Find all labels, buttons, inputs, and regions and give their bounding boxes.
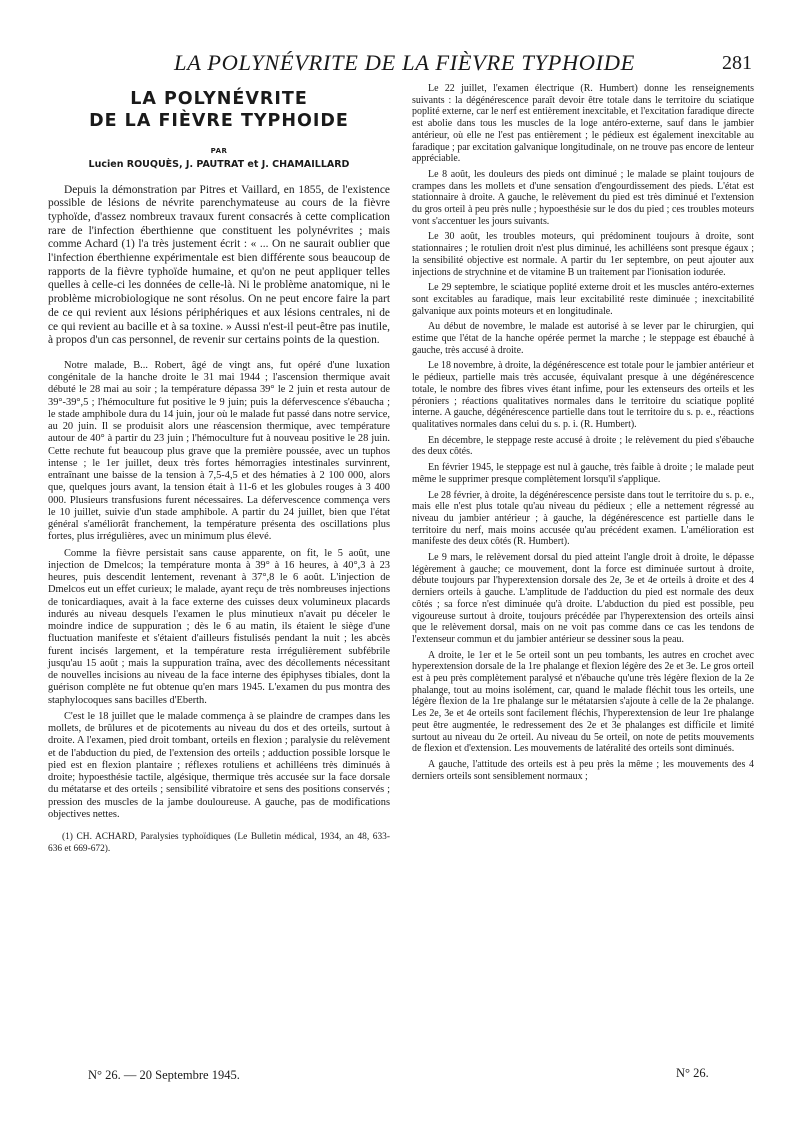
paragraph-fevrier: En février 1945, le steppage est nul à gauche, très faible à droite ; le malade peut même le supprimer presque complètement lorsqu'il s'applique. xyxy=(412,462,754,485)
article-title xyxy=(48,88,390,132)
authors: Lucien ROUQUÈS, J. PAUTRAT et J. CHAMAILLARD xyxy=(88,159,350,171)
running-title: LA POLYNÉVRITE DE LA FIÈVRE TYPHOIDE xyxy=(174,50,635,75)
paragraph-orteils-droite: A droite, le 1er et le 5e orteil sont un peu tombants, les autres en crochet avec hyperextension dorsale de la 1re phalange et flexion légère des 2e et 3e. Le gros orteil est à peu près complètement paralysé et n'ébauche qu'une très légère flexion de la 2e phalange, tout au moins isolément, car, quand le malade fléchit tous les orteils, une légère flexion de la 1re phalange sur le métatarsien s'ajoute à celle de la 2e phalange. Les 2e, 3e et 4e orteils sont facilement fléchis, l'hyperextension de leur 1re phalange peut être augmentée, le redressement des 2e et 3e phalanges est difficile et limité surtout au niveau du 2e orteil. Au niveau du 5e orteil, on note de petits mouvements de flexion et d'extension. Les mouvements de latéralité des orteils sont diminués. xyxy=(412,649,754,755)
issue-number-footer: N° 26. xyxy=(676,1066,709,1080)
footnote: (1) CH. ACHARD, Paralysies typhoïdiques (Le Bulletin médical, 1934, an 48, 633-636 et 669-672). xyxy=(48,832,390,855)
paragraph-18-novembre: Le 18 novembre, à droite, la dégénérescence est totale pour le jambier antérieur et le pédieux, partielle mais très accusée, équivalant presque à une dégénérescence totale, le nombre des fibres vives étant infime, pour les extenseurs des orteils et les péroniers ; réactions qualitatives normales dans le territoire du sciatique poplité interne. A gauche, dégénérescence partielle dans tout le territoire du s. p. e., réactions qualitatives normales dans celui du s. p. i. (R. Humbert). xyxy=(412,360,754,430)
left-column xyxy=(48,88,390,855)
article-title-line-1: LA POLYNÉVRITE xyxy=(130,89,308,109)
paragraph-8-aout: Le 8 août, les douleurs des pieds ont diminué ; le malade se plaint toujours de crampes dans les mollets et d'une sensation d'engourdissement des pieds. L'état est stationnaire à droite. A gauche, le relèvement du pied est très diminué et l'extension du gros orteil à peu près nulle ; hypoesthésie sur le dos du pied ; ces troubles moteurs vont s'accentuer les jours suivants. xyxy=(412,168,754,227)
running-header xyxy=(0,50,800,82)
paragraph-decembre: En décembre, le steppage reste accusé à droite ; le relèvement du pied s'ébauche des deux côtés. xyxy=(412,434,754,458)
paragraph-22-juillet: Le 22 juillet, l'examen électrique (R. Humbert) donne les renseignements suivants : la dégénérescence paraît devoir être totale dans le territoire du sciatique poplité externe, car le nerf est entièrement inexcitable, et l'excitation faradique directe est abolie dans tous les muscles de la loge antéro-externe, sauf dans le jambier antérieur, où elle ne l'est pas entièrement ; le pédieux est également inexcitable au faradique ; par excitation galvanique longitudinale, on ne trouve pas encore de lenteur appréciable. xyxy=(412,83,754,165)
paragraph-onset: C'est le 18 juillet que le malade commença à se plaindre de crampes dans les mollets, de brûlures et de picotements au niveau du dos et des orteils, surtout à droite. A l'examen, pied droit tombant, orteils en flexion ; paralysie du relèvement et de l'abduction du pied, de l'extension des orteils ; adduction possible lorsque le pied est en flexion plantaire ; réflexes rotuliens et achilléens très diminués à droite; hypoesthésie tactile, algésique, thermique très accusée sur la face dorsale du métatarse et des orteils ; sensibilité vibratoire et sens des positions conservés ; pression des muscles de la jambe douloureuse. A gauche, pas de modifications objectives nettes. xyxy=(48,710,390,820)
article-title-line-2: DE LA FIÈVRE TYPHOIDE xyxy=(89,111,349,131)
right-column xyxy=(412,83,754,786)
paragraph-novembre: Au début de novembre, le malade est autorisé à se lever par le chirurgien, qui estime que l'état de la hanche opérée permet la marche ; le steppage est ébauché à gauche, très accusé à droite. xyxy=(412,321,754,356)
paragraph-28-fevrier: Le 28 février, à droite, la dégénérescence persiste dans tout le territoire du s. p. e., mais elle n'est plus totale qu'au niveau du pédieux ; elle a nettement régressé au niveau du jambier antérieur ; à gauche, la dégénérescence est partielle dans le territoire du nerf, mais moins accusée qu'au précédent examen. L'amélioration est manifeste des deux côtés (R. Humbert). xyxy=(412,489,754,548)
byline-par: PAR xyxy=(210,147,228,155)
paragraph-30-aout: Le 30 août, les troubles moteurs, qui prédominent toujours à droite, sont stationnaires ; le rotulien droit n'est plus diminué, les achilléens sont presque égaux ; la sensibilité objective est normale. A partir du 1er septembre, on peut ajouter aux injections de strychnine et de vitamine B un traitement par l'ionisation iodurée. xyxy=(412,231,754,278)
issue-date-footer: N° 26. — 20 Septembre 1945. xyxy=(88,1068,240,1082)
page-number: 281 xyxy=(722,52,752,74)
paragraph-intro: Depuis la démonstration par Pitres et Vaillard, en 1855, de l'existence possible de lésions de névrite parenchymateuse au cours de la fièvre typhoïde, d'assez nombreux travaux furent consacrés à cette complication rare de l'infection éberthienne que constituent les polynévrites ; mais comme Achard (1) l'a très justement écrit : « ... On ne saurait oublier que l'infection éberthienne expérimentale est bien différente sous beaucoup de rapports de la fièvre typhoïde humaine, et qu'on ne peut appliquer telles quelles à celle-ci les données de celle-là. Ni le problème anatomique, ni le problème microbiologique ne sont résolus. On ne peut encore faire la part de ce qui revient aux lésions périphériques et aux lésions centrales, ni de ce qui revient au bacille et à sa toxine. » Aussi n'est-il peut-être pas inutile, à propos d'un cas personnel, de revenir sur certains points de la question. xyxy=(48,183,390,347)
paragraph-9-mars: Le 9 mars, le relèvement dorsal du pied atteint l'angle droit à droite, le dépasse légèrement à gauche; ce mouvement, dont la force est diminuée surtout à droite, débute toujours par l'hyperextension dorsale des 2e, 3e et 4e orteils à droite et des 4 derniers orteils à gauche. L'amplitude de l'adduction du pied est normale des deux côtés ; sa force n'est diminuée qu'à droite. L'abduction du pied est possible, peu vigoureuse surtout à droite, toujours précédée par l'hyperextension des orteils ainsi que le relèvement dorsal, mais on ne voit pas comme dans ce cas les tendons de l'extenseur commun et du jambier antérieur se dessiner sous la peau. xyxy=(412,552,754,645)
paragraph-case-history: Notre malade, B... Robert, âgé de vingt ans, fut opéré d'une luxation congénitale de la hanche droite le 31 mai 1944 ; l'ascension thermique avait débuté le 28 mai au soir ; la température dépassa 39° le 2 juin et resta autour de 39°-39°,5 ; l'hémoculture fut positive le 9 juin; puis la défervescence s'ébaucha ; le stade amphibole dura du 14 juin, jour où le malade fut passé dans notre service, au 20 juin. Il se produisit alors une réascension thermique, avec température autour de 40° à partir du 23 juin ; l'hémoculture fut à nouveau positive le 28 juin. Cette rechute fut beaucoup plus grave que la première poussée, avec un tuphos intense ; le 1er juillet, deux très fortes hémorragies intestinales survinrent, entraînant une baisse de la tension à 7,5-4,5 et des hématies à 2 100 000, alors que, quelques jours avant, la tension était à 11-6 et les globules rouges à 3 400 000. Plusieurs transfusions furent nécessaires. La défervescence commença vers le 10 juillet, suivie d'un stade amphibole. A partir du 24 juillet, bien que l'état général s'améliorât franchement, la température présenta des oscillations plus fortes, plus irrégulières, avec un minimum plus élevé. xyxy=(48,359,390,543)
paragraph-29-septembre: Le 29 septembre, le sciatique poplité externe droit et les muscles antéro-externes sont excitables au faradique, mais leur excitabilité reste diminuée ; inexcitabilité galvanique aux points moteurs et en longitudinale. xyxy=(412,282,754,317)
paragraph-orteils-gauche: A gauche, l'attitude des orteils est à peu près la même ; les mouvements des 4 derniers orteils sont sensiblement normaux ; xyxy=(412,758,754,782)
paragraph-dmelcos: Comme la fièvre persistait sans cause apparente, on fit, le 5 août, une injection de Dmelcos; la température monta à 39° à 16 heures, à 40°,3 à 23 heures, puis descendit lentement, revenant à 37°,8 le 6 août. L'injection de Dmelcos eut un effet curieux; le malade, ayant reçu de très nombreuses injections de tonicardiaques, avait à la face externe des cuisses deux volumineux placards indurés au niveau desquels l'examen le plus minutieux n'avait pu déceler le moindre indice de suppuration ; dès le 6 au matin, ils étaient le siège d'une fluctuation manifeste et s'étaient d'ailleurs fistulisés pendant la nuit ; les abcès furent incisés largement, et la température resta irrégulièrement subfébrile jusqu'au 15 août ; mais la suppuration traîna, avec des décollements nécessitant de nouvelles incisions au niveau de la face interne des épiphyses tibiales, dont la guérison complète ne fut obtenue qu'en mars 1945. L'examen du pus montra des staphylocoques sans bacilles d'Eberth. xyxy=(48,547,390,706)
